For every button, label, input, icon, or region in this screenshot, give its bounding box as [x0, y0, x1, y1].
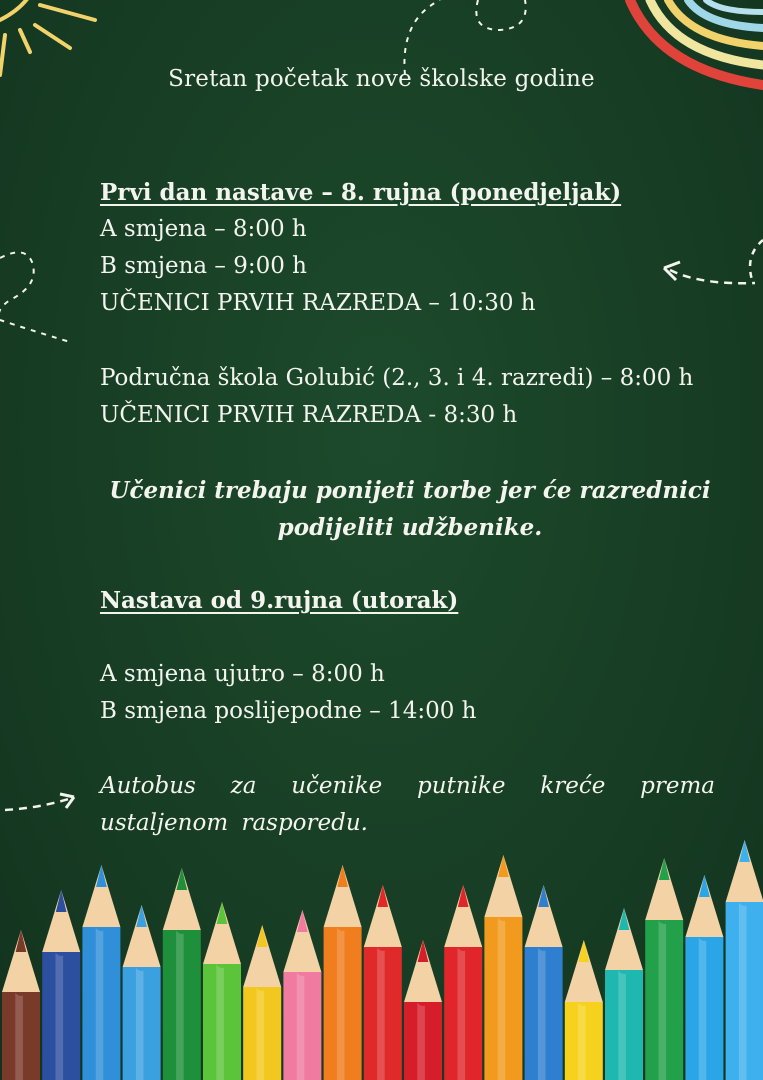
pencil	[726, 840, 763, 1080]
pencil	[123, 905, 161, 1080]
branch-school-line: Područna škola Golubić (2., 3. i 4. razredi) – 8:00 h	[100, 365, 694, 391]
pencil	[42, 890, 80, 1080]
pencil	[484, 855, 522, 1080]
spacer	[100, 619, 720, 656]
schedule-line-first-grade: UČENICI PRVIH RAZREDA – 10:30 h	[100, 290, 536, 316]
pencil	[525, 885, 563, 1080]
pencil	[404, 940, 442, 1080]
pencil	[163, 868, 201, 1080]
pencil	[605, 908, 643, 1080]
bus-note: Autobus za učenike putnike kreće prema ustaljenom rasporedu.	[100, 773, 715, 836]
pencil	[685, 875, 723, 1080]
pencil	[243, 925, 281, 1080]
pencil	[444, 885, 482, 1080]
classes-line-afternoon: B smjena poslijepodne – 14:00 h	[100, 698, 477, 724]
classes-line-morning: A smjena ujutro – 8:00 h	[100, 661, 385, 687]
pencil	[364, 885, 402, 1080]
schedule-line-b-shift: B smjena – 9:00 h	[100, 253, 307, 279]
pencil	[203, 902, 241, 1080]
pencil	[645, 858, 683, 1080]
schedule-line-a-shift: A smjena – 8:00 h	[100, 216, 307, 242]
page-headline: Sretan početak nove školske godine	[168, 66, 595, 92]
pencil	[283, 910, 321, 1080]
classes-heading: Nastava od 9.rujna (utorak)	[100, 587, 459, 614]
pencil	[2, 930, 40, 1080]
pencil	[324, 865, 362, 1080]
pencil	[82, 865, 120, 1080]
colored-pencils-illustration	[0, 830, 763, 1080]
textbook-note: Učenici trebaju ponijeti torbe jer će razrednici podijeliti udžbenike.	[109, 477, 711, 541]
first-day-heading: Prvi dan nastave – 8. rujna (ponedjeljak)	[100, 179, 622, 206]
branch-first-grade-line: UČENICI PRVIH RAZREDA - 8:30 h	[100, 402, 518, 428]
classes-section	[100, 582, 720, 730]
pencil	[565, 940, 603, 1080]
first-day-section	[100, 174, 720, 322]
branch-school-section	[100, 360, 720, 434]
